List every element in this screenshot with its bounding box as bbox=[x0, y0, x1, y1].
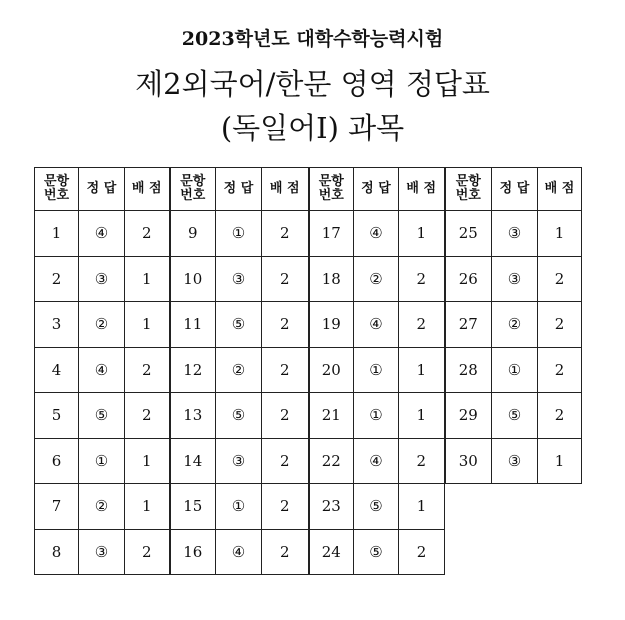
question-number: 8 bbox=[35, 529, 79, 575]
answer-cell: ③ bbox=[216, 256, 262, 302]
answer-cell: ③ bbox=[492, 438, 538, 484]
answer-cell: ④ bbox=[354, 438, 399, 484]
points-cell: 1 bbox=[399, 347, 445, 393]
question-number: 6 bbox=[35, 438, 79, 484]
points-cell: 2 bbox=[399, 302, 445, 348]
table-row bbox=[35, 347, 582, 393]
header-points: 배 점 bbox=[538, 168, 582, 211]
subject-title: (독일어Ⅰ) 과목 bbox=[220, 111, 405, 145]
question-number: 28 bbox=[445, 347, 492, 393]
answer-cell: ④ bbox=[354, 302, 399, 348]
empty-cell bbox=[492, 484, 538, 530]
question-number: 22 bbox=[309, 438, 354, 484]
points-cell: 2 bbox=[538, 393, 582, 439]
question-number: 3 bbox=[35, 302, 79, 348]
question-number: 17 bbox=[309, 211, 354, 257]
answer-cell: ① bbox=[354, 347, 399, 393]
empty-cell bbox=[445, 484, 492, 530]
points-cell: 2 bbox=[399, 438, 445, 484]
points-cell: 1 bbox=[125, 256, 170, 302]
answer-cell: ⑤ bbox=[79, 393, 125, 439]
table-row bbox=[35, 302, 582, 348]
points-cell: 2 bbox=[125, 347, 170, 393]
points-cell: 2 bbox=[125, 211, 170, 257]
header-answer: 정 답 bbox=[492, 168, 538, 211]
table-row bbox=[35, 256, 582, 302]
points-cell: 2 bbox=[262, 256, 309, 302]
answer-cell: ① bbox=[216, 211, 262, 257]
answer-cell: ⑤ bbox=[354, 484, 399, 530]
question-number: 15 bbox=[170, 484, 216, 530]
table-row bbox=[35, 484, 582, 530]
header-answer: 정 답 bbox=[354, 168, 399, 211]
answer-cell: ④ bbox=[79, 211, 125, 257]
answer-cell: ④ bbox=[79, 347, 125, 393]
question-number: 12 bbox=[170, 347, 216, 393]
points-cell: 2 bbox=[262, 347, 309, 393]
answer-cell: ④ bbox=[354, 211, 399, 257]
header-question-number: 문항 번호 bbox=[445, 168, 492, 211]
answer-cell: ① bbox=[354, 393, 399, 439]
question-number: 5 bbox=[35, 393, 79, 439]
points-cell: 1 bbox=[399, 211, 445, 257]
points-cell: 1 bbox=[399, 484, 445, 530]
answer-cell: ⑤ bbox=[216, 393, 262, 439]
question-number: 13 bbox=[170, 393, 216, 439]
header-question-number: 문항 번호 bbox=[309, 168, 354, 211]
answer-cell: ③ bbox=[79, 529, 125, 575]
points-cell: 2 bbox=[538, 347, 582, 393]
points-cell: 2 bbox=[262, 302, 309, 348]
question-number: 21 bbox=[309, 393, 354, 439]
answer-cell: ② bbox=[79, 302, 125, 348]
header-points: 배 점 bbox=[125, 168, 170, 211]
question-number: 23 bbox=[309, 484, 354, 530]
table-row bbox=[35, 438, 582, 484]
points-cell: 2 bbox=[538, 256, 582, 302]
points-cell: 2 bbox=[262, 393, 309, 439]
answer-cell: ③ bbox=[492, 211, 538, 257]
points-cell: 2 bbox=[262, 484, 309, 530]
question-number: 24 bbox=[309, 529, 354, 575]
points-cell: 1 bbox=[399, 393, 445, 439]
question-number: 19 bbox=[309, 302, 354, 348]
answer-cell: ⑤ bbox=[216, 302, 262, 348]
answer-cell: ③ bbox=[216, 438, 262, 484]
question-number: 16 bbox=[170, 529, 216, 575]
question-number: 10 bbox=[170, 256, 216, 302]
answer-cell: ① bbox=[216, 484, 262, 530]
table-row bbox=[35, 211, 582, 257]
header-row bbox=[35, 168, 582, 211]
answer-cell: ④ bbox=[216, 529, 262, 575]
answer-cell: ② bbox=[216, 347, 262, 393]
header-points: 배 점 bbox=[399, 168, 445, 211]
answer-cell: ⑤ bbox=[492, 393, 538, 439]
header-points: 배 점 bbox=[262, 168, 309, 211]
question-number: 2 bbox=[35, 256, 79, 302]
points-cell: 1 bbox=[125, 438, 170, 484]
points-cell: 2 bbox=[399, 529, 445, 575]
question-number: 14 bbox=[170, 438, 216, 484]
empty-cell bbox=[538, 484, 582, 530]
answer-table bbox=[34, 167, 582, 575]
points-cell: 2 bbox=[125, 393, 170, 439]
question-number: 11 bbox=[170, 302, 216, 348]
question-number: 1 bbox=[35, 211, 79, 257]
header-answer: 정 답 bbox=[216, 168, 262, 211]
header-question-number: 문항 번호 bbox=[170, 168, 216, 211]
question-number: 20 bbox=[309, 347, 354, 393]
empty-cell bbox=[492, 529, 538, 575]
header-question-number: 문항 번호 bbox=[35, 168, 79, 211]
exam-title: 2023학년도 대학수학능력시험 bbox=[181, 28, 444, 50]
answer-cell: ③ bbox=[492, 256, 538, 302]
section-title: 제2외국어/한문 영역 정답표 bbox=[135, 67, 490, 101]
header-answer: 정 답 bbox=[79, 168, 125, 211]
points-cell: 1 bbox=[125, 302, 170, 348]
question-number: 7 bbox=[35, 484, 79, 530]
empty-cell bbox=[445, 529, 492, 575]
points-cell: 1 bbox=[125, 484, 170, 530]
answer-cell: ② bbox=[79, 484, 125, 530]
points-cell: 2 bbox=[262, 438, 309, 484]
question-number: 29 bbox=[445, 393, 492, 439]
points-cell: 2 bbox=[399, 256, 445, 302]
empty-cell bbox=[538, 529, 582, 575]
answer-cell: ① bbox=[79, 438, 125, 484]
points-cell: 1 bbox=[538, 438, 582, 484]
question-number: 30 bbox=[445, 438, 492, 484]
answer-cell: ① bbox=[492, 347, 538, 393]
points-cell: 2 bbox=[538, 302, 582, 348]
table-row bbox=[35, 393, 582, 439]
answer-cell: ② bbox=[354, 256, 399, 302]
points-cell: 2 bbox=[125, 529, 170, 575]
points-cell: 1 bbox=[538, 211, 582, 257]
points-cell: 2 bbox=[262, 529, 309, 575]
answer-cell: ③ bbox=[79, 256, 125, 302]
question-number: 18 bbox=[309, 256, 354, 302]
question-number: 4 bbox=[35, 347, 79, 393]
points-cell: 2 bbox=[262, 211, 309, 257]
question-number: 25 bbox=[445, 211, 492, 257]
question-number: 27 bbox=[445, 302, 492, 348]
question-number: 26 bbox=[445, 256, 492, 302]
answer-cell: ⑤ bbox=[354, 529, 399, 575]
question-number: 9 bbox=[170, 211, 216, 257]
table-row bbox=[35, 529, 582, 575]
answer-cell: ② bbox=[492, 302, 538, 348]
